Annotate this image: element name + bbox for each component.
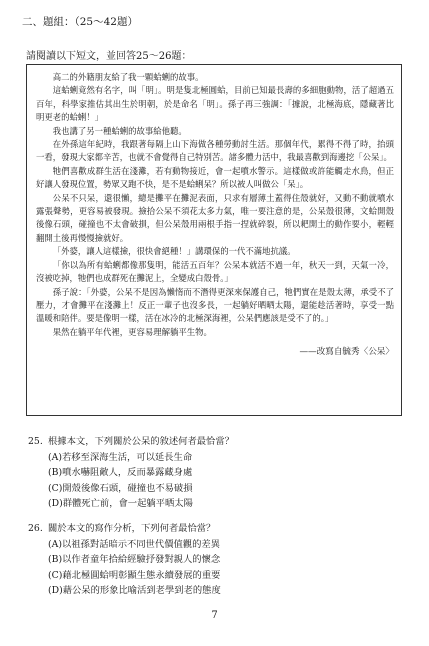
page-number: 7 <box>211 610 218 621</box>
answer-option: (B)噴水嚇阻敵人，反而暴露藏身處 <box>48 467 193 478</box>
answer-option: (A)以祖孫對話暗示不同世代價值觀的差異 <box>48 538 221 550</box>
question-26 <box>28 521 221 599</box>
question-stem: 根據本文，下列關於公呆的敘述何者最恰當？ <box>48 436 234 447</box>
passage-paragraph: 「你以為所有蛤蜊都像那隻明，能活五百年？公呆本就活不過一年，秋天一到，天氣一冷，沒被吃掉，牠們也成群死在攤泥上，全變成白殼骨。」 <box>36 259 394 284</box>
passage-paragraph: 果然在躺平年代裡，更容易理解躺平生物。 <box>52 326 212 337</box>
answer-option: (C)藉北極圓蛤明彰顯生態永續發展的重要 <box>48 569 221 581</box>
passage-paragraph: 在外孫這年紀時，我跟著每隔上山下海做各種勞動討生活。那個年代，累得不得了時，抬頭一看，發現大家都辛苦，也就不會覺得自己特別苦。諸多體力活中，我最喜歡到海邊挖「公呆」。 <box>36 139 394 163</box>
answer-option: (B)以作者童年拾給經驗抒發對親人的懷念 <box>48 554 221 565</box>
passage-paragraph: 公呆不只呆，還很懶，總是攤平在攤泥表面，只求有層薄土蓋得住殼就好，又動不動就噴水露張聲勢，更容易被發現。撿拾公呆不須花太多力氣，唯一要注意的是，公呆殼很薄，文蛤開殼後像石頭，碰撞也不太會破損，但公呆殼用兩根手指一捏就碎裂，所以耙開土的動作要小，輕輕翻開土後再慢慢撿就好。 <box>36 192 394 243</box>
passage-source: ——改寫自毓秀〈公呆〉 <box>299 347 394 358</box>
passage-paragraph: 高二的外籍朋友給了我一顆蛤蜊的故事。 <box>52 72 204 82</box>
passage-paragraph: 我也講了另一種蛤蜊的故事給他聽。 <box>52 125 187 136</box>
passage-paragraph: 孫子說：「外婆，公呆不是因為懶惰而不潛得更深來保護自己，牠們實在是殼太薄，承受不了壓力，才會攤平在淺灘上！反正一輩子也沒多長，一起躺好晒晒太陽，還能趁活著時，享受一點溫暖和陪伴。要是像明一樣，活在冰冷的北極深海裡，公呆們應該是受不了的。」 <box>36 286 394 324</box>
passage-paragraph: 「外婆，讓人這樣撿，很快會絕種！」講環保的一代不滿地抗議。 <box>52 246 296 257</box>
answer-option: (D)群體死亡前，會一起躺平晒太陽 <box>48 498 193 509</box>
passage-paragraph: 這蛤蜊竟然有名字，叫「明」。明是隻北極圓蛤，目前已知最長壽的多細胞動物，活了超過五百年，科學家推估其出生於明朝，於是命名「明」。孫子再三強調：「據說，北極海底，隱藏著比明更老的蛤蜊！」 <box>36 85 394 123</box>
section-header: 二、題組：（25～42題） <box>22 16 138 28</box>
answer-option: (D)藉公呆的形象比喻活到老學到老的態度 <box>48 585 221 596</box>
reading-instruction: 請閱讀以下短文，並回答25～26題： <box>26 51 192 62</box>
passage-box <box>26 64 402 416</box>
passage-paragraph: 牠們喜歡成群生活在淺灘，若有動物接近，會一起噴水警示。這樣做或許能觸走水鳥，但正好讓人發現位置，勢眾又跑不快，是不是蛤蜊呆？所以被人叫做公「呆」。 <box>36 165 394 190</box>
question-stem: 關於本文的寫作分析，下列何者最恰當？ <box>48 523 216 534</box>
question-number: 25. <box>28 436 43 447</box>
question-25 <box>28 434 234 512</box>
answer-option: (A)若移至深海生活，可以延長生命 <box>48 451 193 463</box>
question-number: 26. <box>28 523 43 534</box>
answer-option: (C)開殼後像石頭，碰撞也不易破損 <box>48 482 193 494</box>
